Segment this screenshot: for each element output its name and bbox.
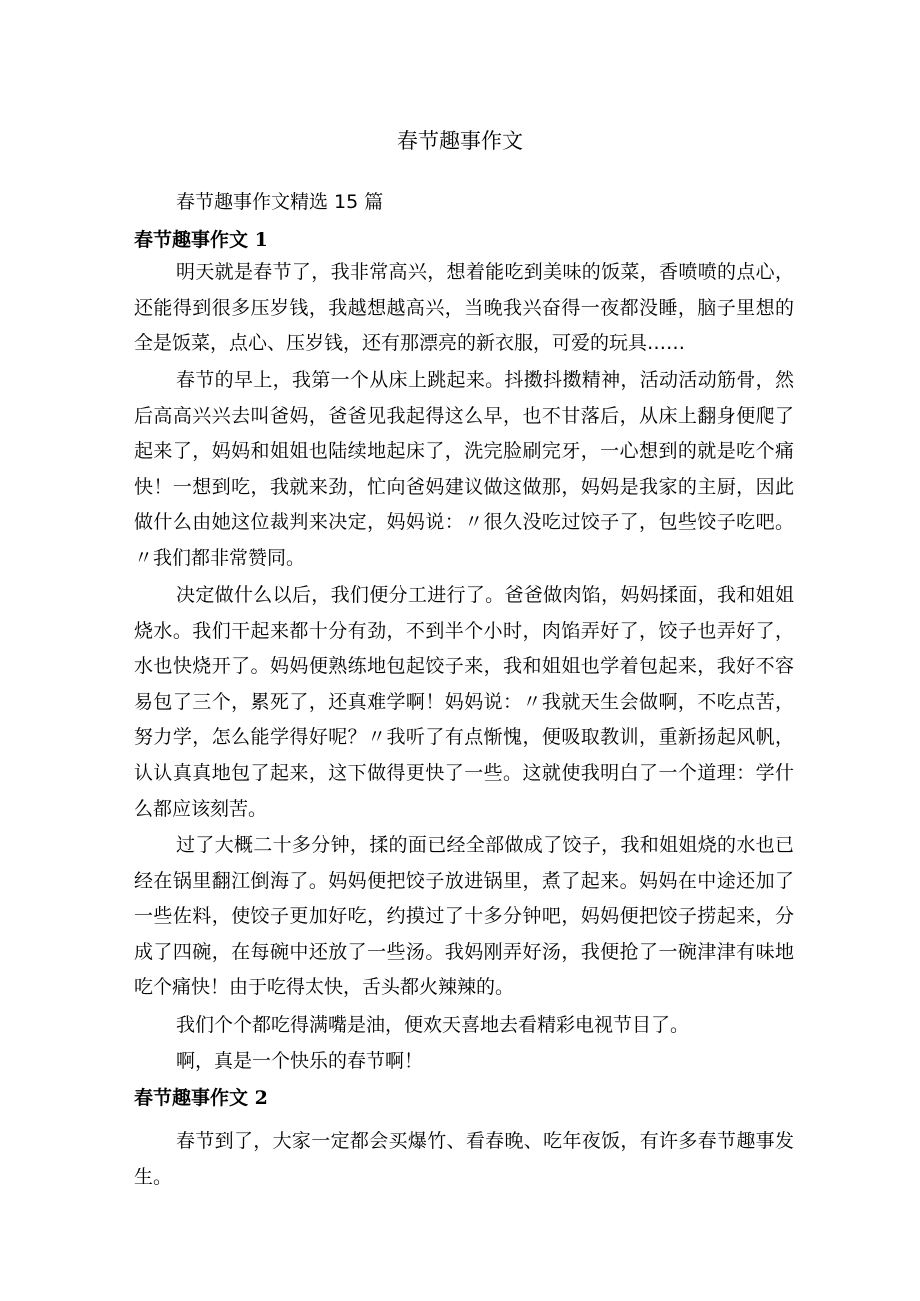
paragraph: 过了大概二十多分钟，揉的面已经全部做成了饺子，我和姐姐烧的水也已经在锅里翻江倒海了。妈妈便把饺子放进锅里，煮了起来。妈妈在中途还加了一些佐料，使饺子更加好吃，约摸过了十多分钟吧，妈妈便把饺子捞起来，分成了四碗，在每碗中还放了一些汤。我妈刚弄好汤，我便抢了一碗津津有味地吃个痛快！由于吃得太快，舌头都火辣辣的。 [134,834,794,999]
paragraph: 我们个个都吃得满嘴是油，便欢天喜地去看精彩电视节目了。 [176,1014,690,1036]
section-heading-1: 春节趣事作文 1 [134,229,268,251]
paragraph: 春节到了，大家一定都会买爆竹、看春晚、吃年夜饭，有许多春节趣事发生。 [134,1130,794,1188]
document-title: 春节趣事作文 [397,129,523,153]
paragraph: 啊，真是一个快乐的春节啊！ [176,1050,424,1072]
document-subtitle: 春节趣事作文精选 15 篇 [176,191,384,213]
paragraph: 春节的早上，我第一个从床上跳起来。抖擞抖擞精神，活动活动筋骨，然后高高兴兴去叫爸妈，爸爸见我起得这么早，也不甘落后，从床上翻身便爬了起来了，妈妈和姐姐也陆续地起床了，洗完脸刷完牙，一心想到的就是吃个痛快！一想到吃，我就来劲，忙向爸妈建议做这做那，妈妈是我家的主厨，因此做什么由她这位裁判来决定，妈妈说：〃很久没吃过饺子了，包些饺子吃吧。〃我们都非常赞同。 [134,369,794,569]
paragraph: 决定做什么以后，我们便分工进行了。爸爸做肉馅，妈妈揉面，我和姐姐烧水。我们干起来都十分有劲，不到半个小时，肉馅弄好了，饺子也弄好了，水也快烧开了。妈妈便熟练地包起饺子来，我和姐姐也学着包起来，我好不容易包了三个，累死了，还真难学啊！妈妈说：〃我就天生会做啊，不吃点苦，努力学，怎么能学得好呢？〃我听了有点惭愧，便吸取教训，重新扬起风帆，认认真真地包了起来，这下做得更快了一些。这就使我明白了一个道理：学什么都应该刻苦。 [134,584,794,820]
section-heading-2: 春节趣事作文 2 [134,1087,268,1109]
paragraph: 明天就是春节了，我非常高兴，想着能吃到美味的饭菜，香喷喷的点心，还能得到很多压岁钱，我越想越高兴，当晚我兴奋得一夜都没睡，脑子里想的全是饭菜，点心、压岁钱，还有那漂亮的新衣服，可爱的玩具…… [134,261,794,355]
